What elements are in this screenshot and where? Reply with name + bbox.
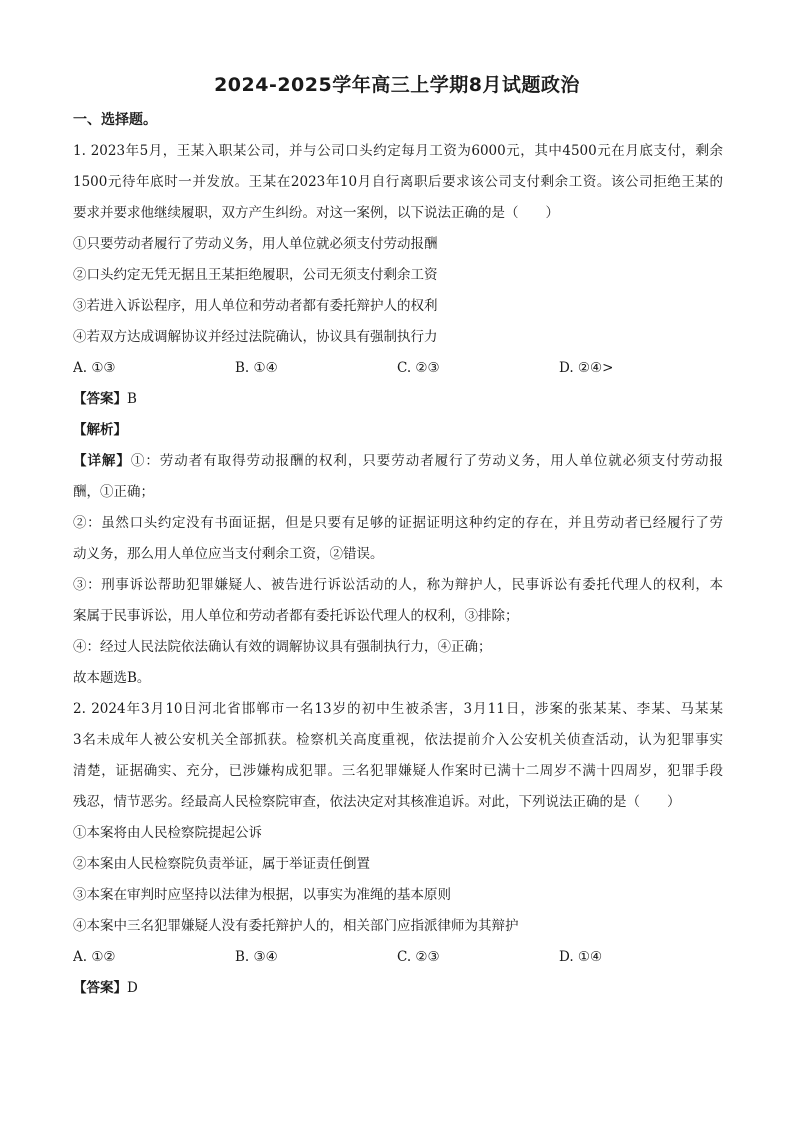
question-stem-line: 3名未成年人被公安机关全部抓获。检察机关高度重视，依法提前介入公安机关侦查活动，认为犯罪事实 — [73, 732, 723, 748]
detail-conclusion: 故本题选B。 — [73, 670, 151, 686]
statement-item: ④若双方达成调解协议并经过法院确认，协议具有强制执行力 — [73, 329, 438, 345]
answer-line — [73, 384, 723, 415]
question-stem-line: 清楚，证据确实、充分，已涉嫌构成犯罪。三名犯罪嫌疑人作案时已满十二周岁不满十四周岁，犯罪手段 — [73, 763, 723, 779]
answer-line — [73, 973, 723, 1004]
statement-item: ①本案将由人民检察院提起公诉 — [73, 825, 262, 841]
detail-paragraph-4: ④：经过人民法院依法确认有效的调解协议具有强制执行力，④正确； — [73, 639, 492, 655]
answer-label: 【答案】 — [73, 391, 127, 407]
question-1 — [73, 136, 723, 694]
detail-text: 动义务，那么用人单位应当支付剩余工资，②错误。 — [73, 546, 384, 562]
statement-item: ③本案在审判时应坚持以法律为根据，以事实为准绳的基本原则 — [73, 887, 451, 903]
statement-item: ①只要劳动者履行了劳动义务，用人单位就必须支付劳动报酬 — [73, 236, 438, 252]
option-a: A. ①③ — [73, 360, 116, 376]
option-c: C. ②③ — [397, 949, 440, 965]
question-stem-line: 要求并要求他继续履职，双方产生纠纷。对这一案例，以下说法正确的是（ ） — [73, 205, 559, 221]
statement-item: ②口头约定无凭无据且王某拒绝履职，公司无须支付剩余工资 — [73, 267, 438, 283]
answer-value: D — [127, 980, 138, 996]
option-a: A. ①② — [73, 949, 116, 965]
statement-item: ③若进入诉讼程序，用人单位和劳动者都有委托辩护人的权利 — [73, 298, 438, 314]
exam-content — [73, 105, 723, 1004]
answer-value: B — [127, 391, 137, 407]
detail-text: ①：劳动者有取得劳动报酬的权利，只要劳动者履行了劳动义务，用人单位就必须支付劳动报 — [130, 453, 723, 469]
option-d: D. ②④> — [559, 360, 614, 376]
detail-text: 酬，①正确； — [73, 484, 154, 500]
detail-paragraph-1 — [73, 446, 723, 477]
question-stem-line: 2. 2024年3月10日河北省邯郸市一名13岁的初中生被杀害，3月11日，涉案的张某某、李某、马某某 — [73, 701, 723, 717]
answer-options — [73, 942, 723, 973]
question-stem-line: 1. 2023年5月，王某入职某公司，并与公司口头约定每月工资为6000元，其中4500元在月底支付，剩余 — [73, 143, 723, 159]
statement-item: ②本案由人民检察院负责举证，属于举证责任倒置 — [73, 856, 370, 872]
answer-options — [73, 353, 723, 384]
option-c: C. ②③ — [397, 360, 440, 376]
detail-text: 案属于民事诉讼，用人单位和劳动者都有委托诉讼代理人的权利，③排除； — [73, 608, 519, 624]
option-b: B. ③④ — [235, 949, 278, 965]
section-heading: 一、选择题。 — [73, 112, 157, 128]
question-2 — [73, 694, 723, 1004]
analysis-label: 【解析】 — [73, 422, 127, 438]
detail-label: 【详解】 — [73, 453, 131, 469]
question-stem-line: 1500元待年底时一并发放。王某在2023年10月自行离职后要求该公司支付剩余工资。该公司拒绝王某的 — [73, 174, 723, 190]
answer-label: 【答案】 — [73, 980, 127, 996]
option-b: B. ①④ — [235, 360, 278, 376]
page-title: 2024-2025学年高三上学期8月试题政治 — [214, 74, 580, 96]
question-stem-line: 残忍，情节恶劣。经最高人民检察院审查，依法决定对其核准追诉。对此，下列说法正确的是（ ） — [73, 794, 681, 810]
statement-item: ④本案中三名犯罪嫌疑人没有委托辩护人的，相关部门应指派律师为其辩护 — [73, 918, 519, 934]
detail-paragraph-2: ②：虽然口头约定没有书面证据，但是只要有足够的证据证明这种约定的存在，并且劳动者已经履行了劳 — [73, 515, 723, 531]
option-d: D. ①④ — [559, 949, 603, 965]
detail-paragraph-3: ③：刑事诉讼帮助犯罪嫌疑人、被告进行诉讼活动的人，称为辩护人，民事诉讼有委托代理人的权利，本 — [73, 577, 723, 593]
